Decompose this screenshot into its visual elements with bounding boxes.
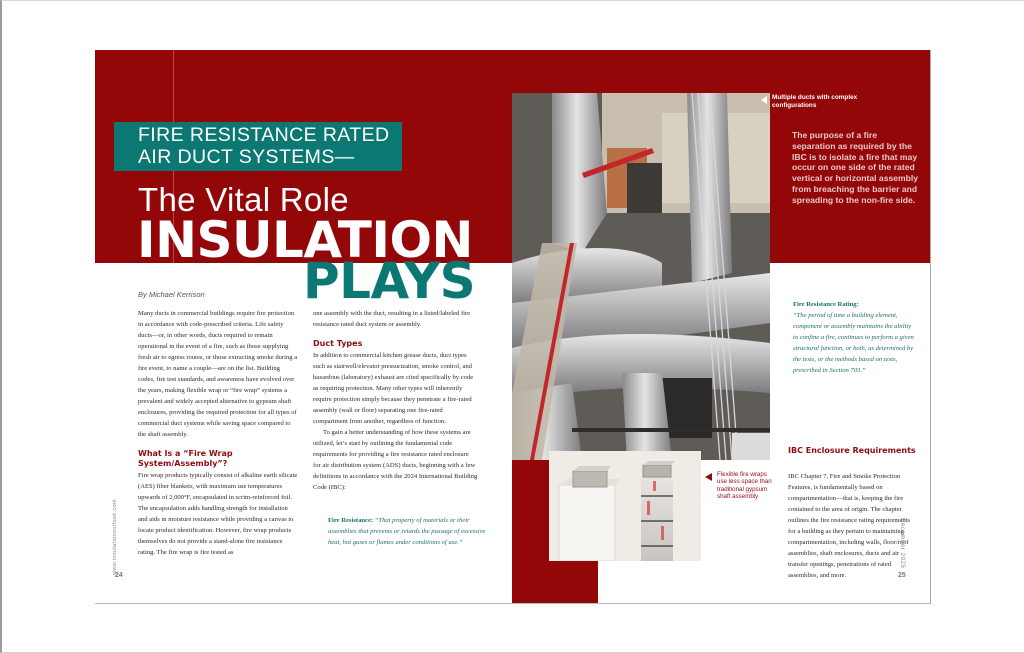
article-kicker (114, 122, 402, 171)
definition-fire-resistance (328, 515, 488, 548)
duct-photo-illustration (512, 93, 770, 460)
column-1 (138, 308, 298, 558)
continued-paragraph: one assembly with the duct, resulting in a listed/labeled fire resistance rated duct system or assembly. (313, 310, 471, 328)
kicker-line-2: AIR DUCT SYSTEMS— (138, 146, 355, 168)
column-2 (313, 308, 478, 493)
byline: By Michael Kerrison (138, 290, 205, 299)
inset-photo-shaft-comparison (549, 451, 701, 561)
magazine-spread (95, 50, 931, 604)
issue-date: December 2025 (899, 518, 905, 569)
inset-caption-arrow-icon (705, 473, 712, 481)
duct-photo (512, 93, 770, 460)
subheading-ibc-enclosure: IBC Enclosure Requirements (788, 446, 916, 455)
caption-arrow-icon (761, 96, 767, 104)
pull-quote: The purpose of a fire separation as required by the IBC is to isolate a fire that may occur on one side of the rated vertical or horizontal assembly from breaching the barrier and spreading to the non-fire side. (792, 130, 919, 205)
kicker-line-1: FIRE RESISTANCE RATED (138, 124, 390, 146)
definition-fire-resistance-rating (793, 299, 915, 376)
duct-types-paragraph: In addition to commercial kitchen grease ducts, duct types such as stairwell/elevator pressurization, smoke control, and hazardous (laboratory) exhaust are cited specifically by code as requiring protection. Many other types will inherently require protection simply because they penetrate a fire-rated assembly (wall or floor) separating one fire-rated compartment from another, regardless of function. (313, 352, 474, 425)
fire-wrap-paragraph: Fire wrap products typically consist of alkaline earth silicate (AES) fiber blankets, with maximum use temperatures upwards of 2,000°F, encapsulated in scrim-reinforced foil. The encapsulation adds handling strength for installation and aids in moisture resistance while providing a canvas to locate product identification. However, fire wrap products themselves do not provide a stand-alone fire resistance rating. The fire wrap is fire tested as (138, 472, 298, 556)
title-thin: The Vital Role (138, 181, 349, 218)
page-number-left: 24 (115, 572, 123, 579)
ibc-paragraph: IBC Chapter 7, Fire and Smoke Protection Features, is fundamentally based on compartmentation—that is, keeping the fire contained to the area of origin. The chapter outlines the fire resistance rating requirements for a building as they pertain to maintaining compartmentation, including walls, floor/roof assemblies, shaft enclosures, ducts and air transfer openings, penetrations of rated assemblies, and more. (788, 473, 911, 579)
definition-term: Fire Resistance: (328, 517, 374, 524)
definition-text: “That property of materials or their assemblies that prevents or retards the passage of excessive heat, hot gases or flames under conditions of use.” (328, 517, 486, 546)
inset-caption: Flexible fire wraps use less space than traditional gypsum shaft assembly (717, 471, 772, 501)
subheading-fire-wrap: What Is a “Fire Wrap System/Assembly”? (138, 449, 233, 468)
intro-paragraph: Many ducts in commercial buildings require fire protection in accordance with code-prescribed criteria. Life safety ducts—or, in other words, ducts required to remain operational in the event of a fire, such as those supplying fresh air to egress routes, or those extracting smoke during a fire event, to name a couple—are on the list. Building codes, fire test standards, and awareness have evolved over the years, making flexible wrap or “fire wrap” systems a prevalent and widely accepted alternative to gypsum shaft enclosures, providing the required protection for all types of commercial duct systems while saving space compared to the shaft assembly. (138, 310, 298, 438)
title-accent: PLAYS (303, 252, 476, 310)
understanding-paragraph: To gain a better understanding of how these systems are utilized, let’s start by outlining the fundamental code requirements for providing a fire resistance rated enclosure for air distribution system (ADS) ducts, beginning with a few definitions in accordance with the 2024 International Building Code (IBC): (313, 429, 478, 491)
photo-caption: Multiple ducts with complex configurations (772, 94, 858, 109)
title-bold: INSULATION (137, 211, 473, 269)
definition-term: Fire Resistance Rating: (793, 301, 859, 308)
definition-text: “The period of time a building element, component or assembly maintains the ability to confine a fire, continues to perform a given structural function, or both, as determined by the tests, or the methods based on tests, prescribed in Section 703.” (793, 312, 914, 374)
website-url: www.insulationoutlook.com (112, 498, 118, 575)
shaft-comparison-illustration (549, 451, 701, 561)
subheading-duct-types: Duct Types (313, 339, 363, 348)
column-3 (788, 471, 916, 581)
page-number-right: 25 (898, 572, 906, 579)
